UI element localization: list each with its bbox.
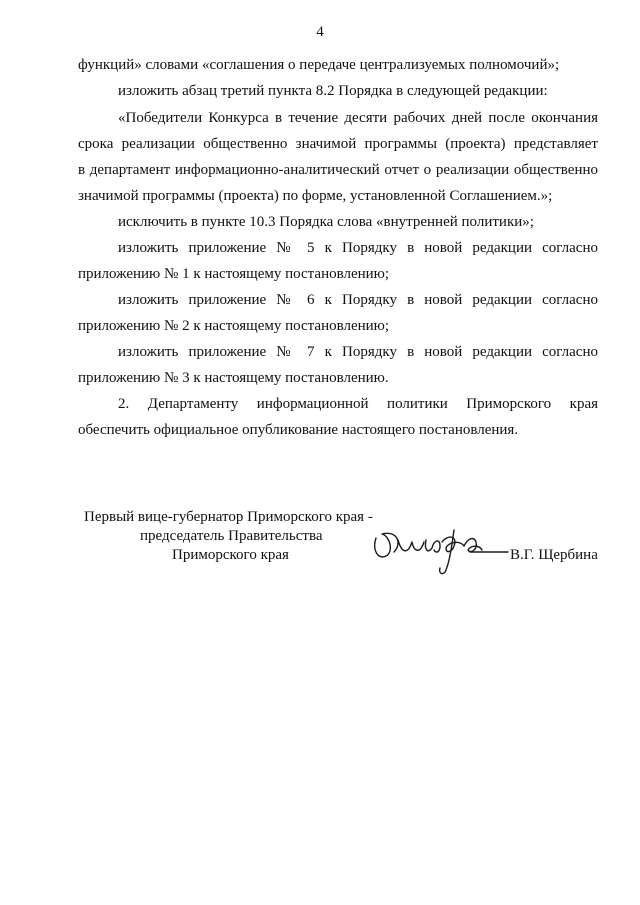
paragraph-line: обеспечить официальное опубликование настоящего постановления. xyxy=(78,422,519,438)
handwritten-signature xyxy=(368,520,518,580)
paragraph-line: значимой программы (проекта) по форме, установленной Соглашением.»; xyxy=(78,188,553,204)
signatory-title-line: председатель Правительства xyxy=(140,528,323,544)
paragraph-line: «Победители Конкурса в течение десяти рабочих дней после окончания xyxy=(118,110,598,126)
paragraph-line: 2. Департаменту информационной политики Приморского края xyxy=(118,396,598,412)
page-number: 4 xyxy=(316,24,324,40)
paragraph-line: исключить в пункте 10.3 Порядка слова «внутренней политики»; xyxy=(118,214,534,230)
signatory-title-line: Приморского края xyxy=(172,547,289,563)
signer-name: В.Г. Щербина xyxy=(510,547,598,563)
paragraph-line: изложить приложение № 5 к Порядку в новой редакции согласно xyxy=(118,240,598,256)
paragraph-line: в департамент информационно-аналитический отчет о реализации общественно xyxy=(78,162,598,178)
paragraph-line: функций» словами «соглашения о передаче централизуемых полномочий»; xyxy=(78,57,560,73)
paragraph-line: приложению № 2 к настоящему постановлению; xyxy=(78,318,390,334)
paragraph-line: приложению № 3 к настоящему постановлению. xyxy=(78,370,389,386)
paragraph-line: изложить приложение № 7 к Порядку в новой редакции согласно xyxy=(118,344,598,360)
paragraph-line: приложению № 1 к настоящему постановлению; xyxy=(78,266,390,282)
paragraph-line: изложить приложение № 6 к Порядку в новой редакции согласно xyxy=(118,292,598,308)
paragraph-line: изложить абзац третий пункта 8.2 Порядка в следующей редакции: xyxy=(118,83,548,99)
signatory-title-line: Первый вице-губернатор Приморского края - xyxy=(84,509,373,525)
paragraph-line: срока реализации общественно значимой программы (проекта) представляет xyxy=(78,136,598,152)
